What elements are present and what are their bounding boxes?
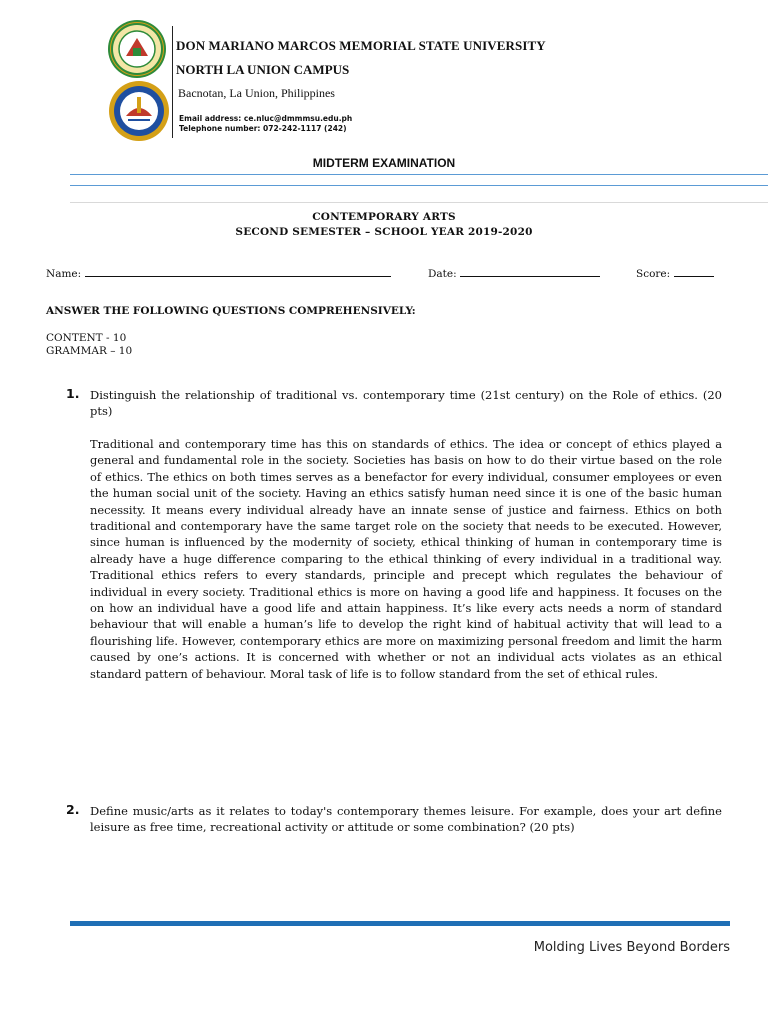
score-blank[interactable]: [674, 266, 714, 277]
campus-name: NORTH LA UNION CAMPUS: [176, 62, 350, 77]
separator-rule: [70, 202, 768, 203]
date-blank[interactable]: [460, 266, 600, 277]
campus-seal: [108, 80, 170, 146]
university-name: DON MARIANO MARCOS MEMORIAL STATE UNIVERSITY: [176, 38, 546, 53]
instructions: ANSWER THE FOLLOWING QUESTIONS COMPREHENSIVELY:: [46, 305, 416, 317]
telephone-number: Telephone number: 072-242-1117 (242): [179, 124, 347, 133]
header-divider: [172, 26, 173, 138]
criteria-grammar: GRAMMAR – 10: [46, 345, 133, 357]
name-field[interactable]: [46, 266, 391, 280]
criteria-content: CONTENT - 10: [46, 332, 127, 344]
email-address: Email address: ce.nluc@dmmmsu.edu.ph: [179, 114, 353, 123]
footer-motto: Molding Lives Beyond Borders: [533, 940, 730, 955]
header-rule-bottom: [70, 185, 768, 186]
campus-address: Bacnotan, La Union, Philippines: [178, 86, 335, 100]
answer-text: Traditional and contemporary time has this on standards of ethics. The idea or concept of ethics played a general and fundamental role in the society. Societies has basis on how to do their virtue based on the role of ethics. The ethics on both times serves as a benefactor for every individual, consumer employees or even the human social unit of the society. Having an ethics satisfy human need since it is one of the basic human necessity. It means every individual already have an innate sense of justice and fairness. Ethics on both traditional and contemporary have the same target role on the society that needs to be executed. However, since human is influenced by the modernity of society, ethical thinking of human in contemporary time is already have a huge difference comparing to the ethical thinking of every individual in a traditional way. Traditional ethics refers to every standards, principle and precept which regulates the behaviour of individual in every society. Traditional ethics is more on having a good life and happiness. It focuses on the on how an individual have a good life and attain happiness. It’s like every acts needs a norm of standard behaviour that will enable a human’s life to develop the right kind of habitual activity that will lead to a flourishing life. However, contemporary ethics are more on maximizing personal freedom and limit the harm caused by one’s actions. It is concerned with whether or not an individual acts violates as an ethical standard pattern of behaviour. Moral task of life is to follow standard from the set of ethical rules.: [90, 437, 722, 681]
question-text: Distinguish the relationship of traditional vs. contemporary time (21st century) on the Role of ethics. (20 pts): [90, 388, 722, 419]
date-label: Date:: [428, 268, 457, 280]
question-text: Define music/arts as it relates to today's contemporary themes leisure. For example, does your art define leisure as free time, recreational activity or attitude or some combination? (20 pts): [90, 804, 722, 835]
footer-bar: [70, 921, 730, 926]
course-title: CONTEMPORARY ARTS: [312, 211, 456, 223]
score-label: Score:: [636, 268, 671, 280]
score-field[interactable]: [636, 266, 714, 280]
name-label: Name:: [46, 268, 82, 280]
question-number: 1.: [66, 386, 80, 401]
campus-seal-icon: [108, 80, 170, 142]
question-number: 2.: [66, 802, 80, 817]
name-blank[interactable]: [85, 266, 391, 277]
date-field[interactable]: [428, 266, 600, 280]
header-rule-top: [70, 174, 768, 175]
exam-title: MIDTERM EXAMINATION: [312, 156, 456, 170]
semester-title: SECOND SEMESTER – SCHOOL YEAR 2019-2020: [235, 226, 533, 238]
